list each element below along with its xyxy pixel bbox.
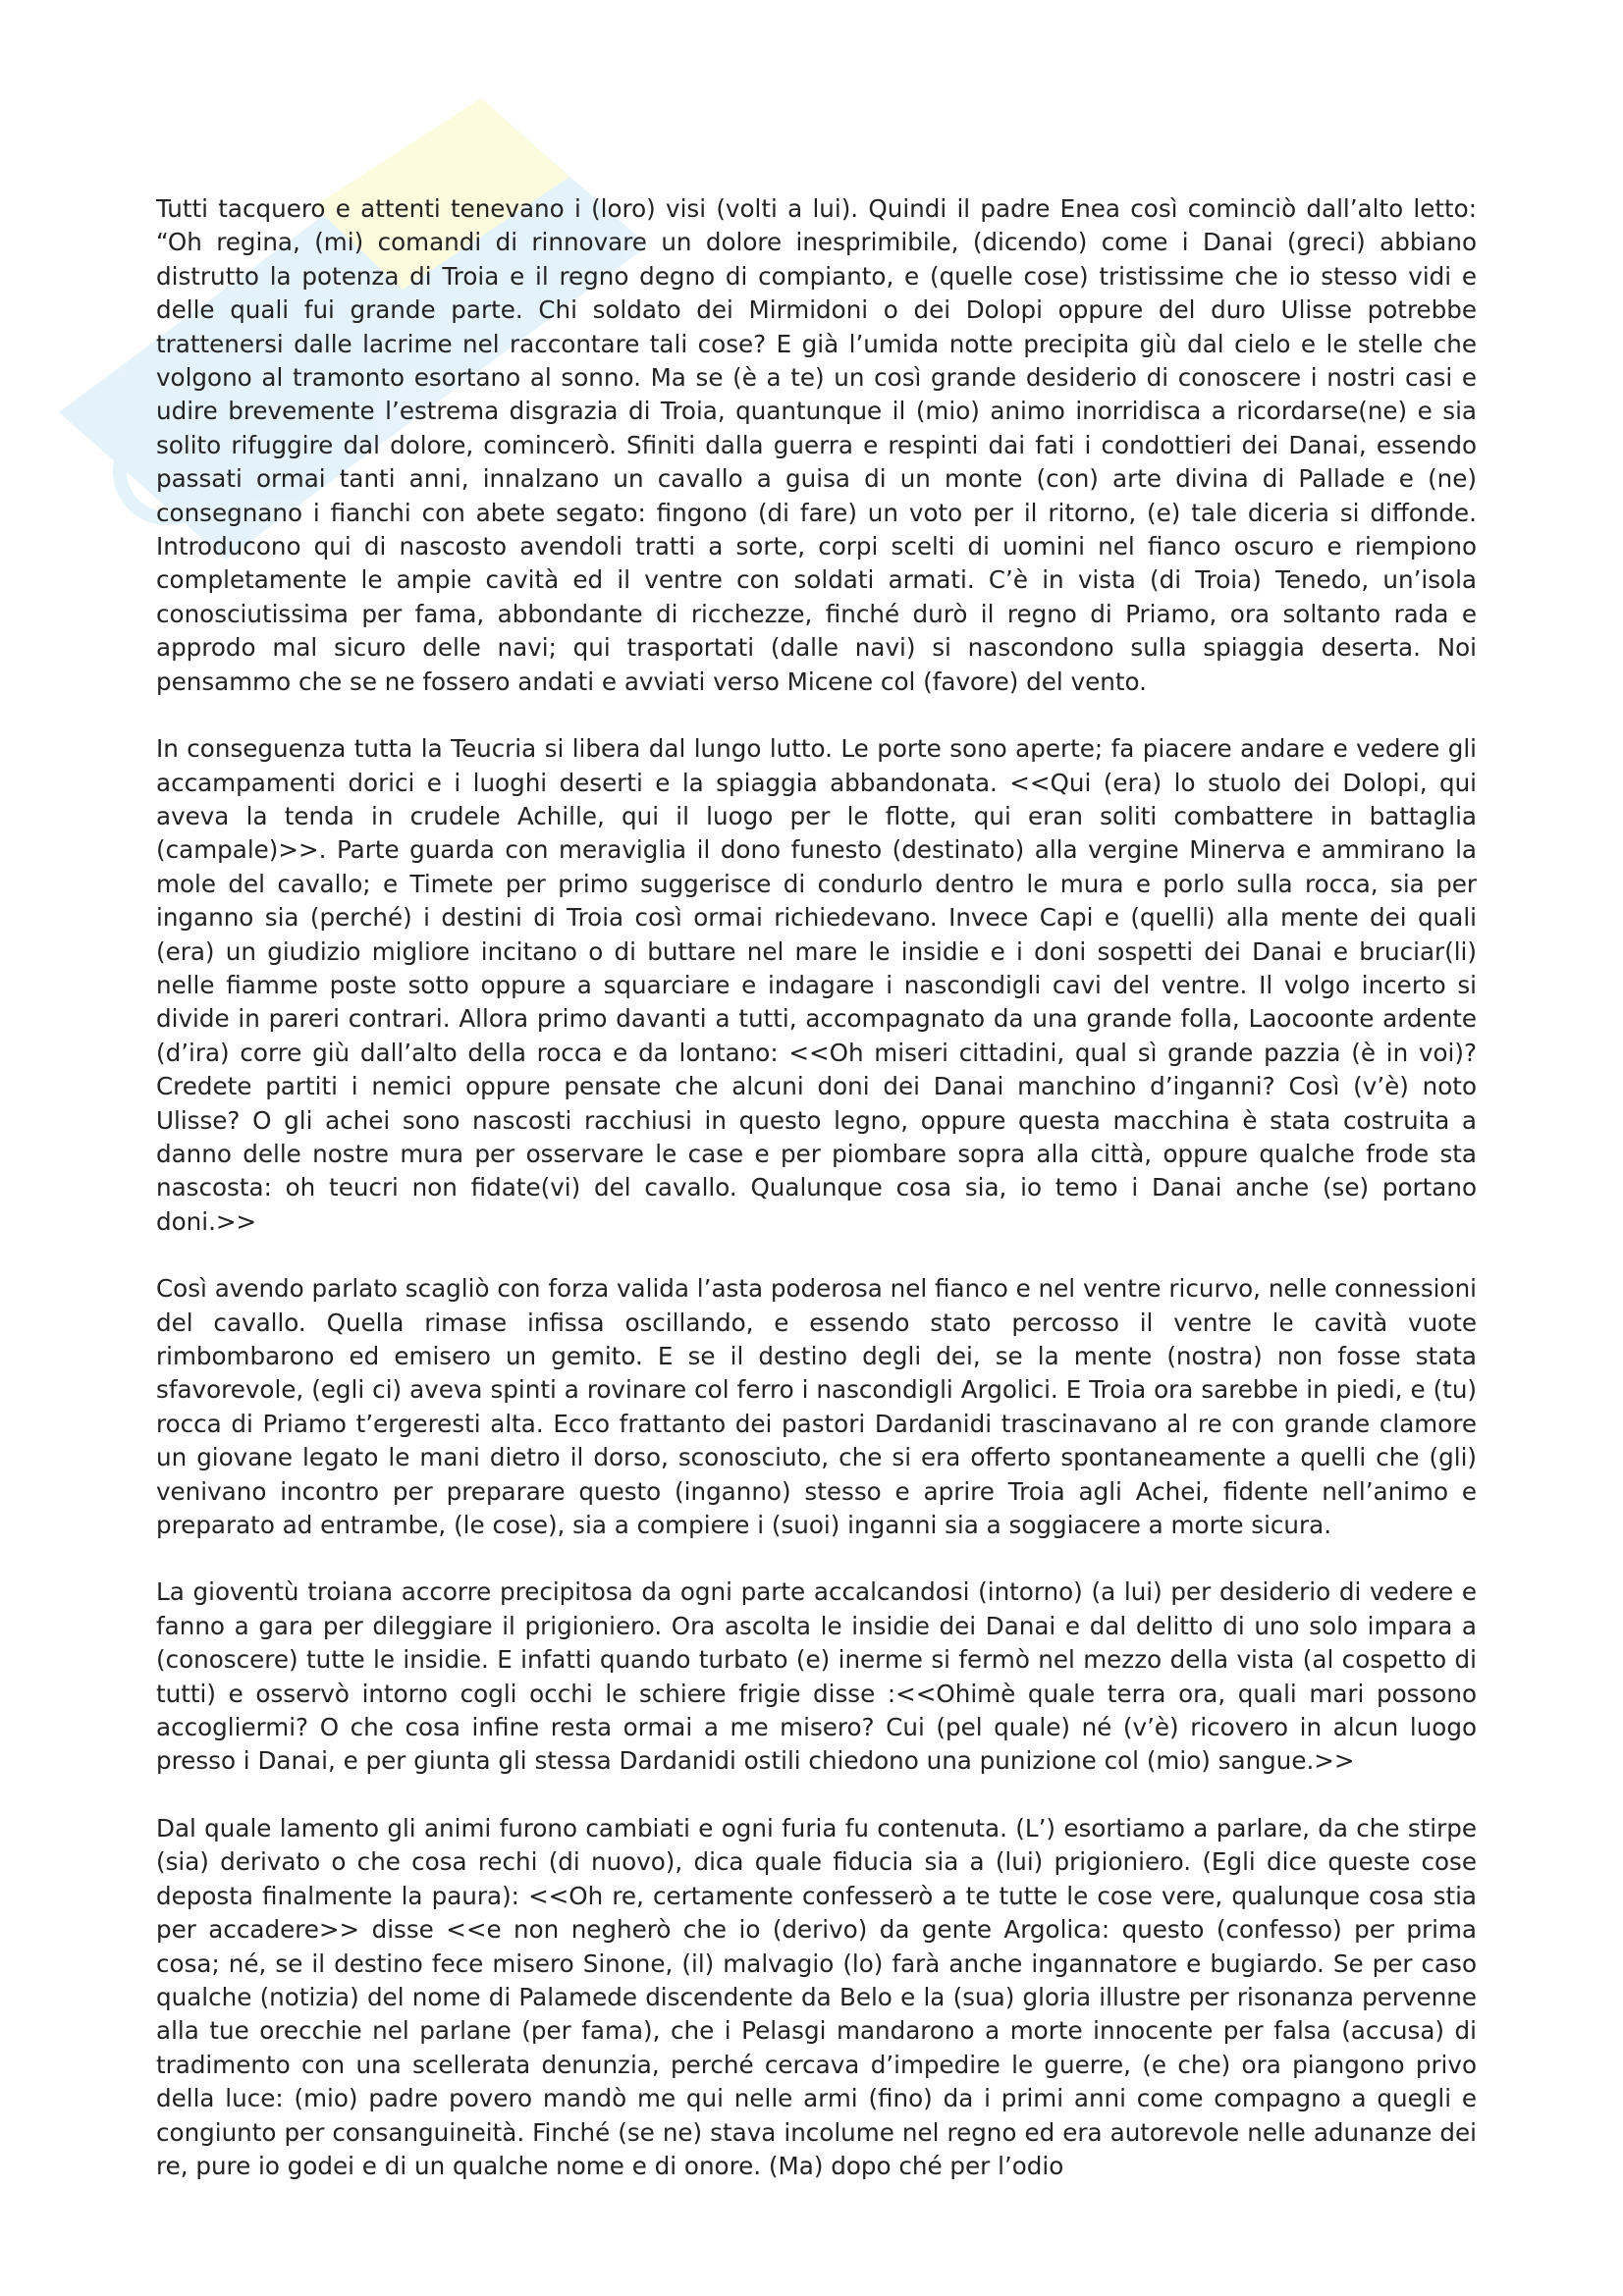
paragraph: Così avendo parlato scagliò con forza valida l’asta poderosa nel fianco e nel ventre ricurvo, nelle connessioni del cavallo. Quella rimase infissa oscillando, e essendo stato percosso il ventre le cavità vuote rimbombarono ed emisero un gemito. E se il destino degli dei, se la mente (nostra) non fosse stata sfavorevole, (egli ci) aveva spinti a rovinare col ferro i nascondigli Argolici. E Troia ora sarebbe in piedi, e (tu) rocca di Priamo t’ergeresti alta. Ecco frattanto dei pastori Dardanidi trascinavano al re con grande clamore un giovane legato le mani dietro il dorso, sconosciuto, che si era offerto spontaneamente a quelli che (gli) venivano incontro per preparare questo (inganno) stesso e aprire Troia agli Achei, fidente nell’animo e preparato ad entrambe, (le cose), sia a compiere i (suoi) inganni sia a soggiacere a morte sicura. <box>156 1274 1477 1540</box>
document-body <box>156 192 1477 2216</box>
paragraph: La gioventù troiana accorre precipitosa da ogni parte accalcandosi (intorno) (a lui) per desiderio di vedere e fanno a gara per dileggiare il prigioniero. Ora ascolta le insidie dei Danai e dal delitto di uno solo impara a (conoscere) tutte le insidie. E infatti quando turbato (e) inerme si fermò nel mezzo della vista (al cospetto di tutti) e osservò intorno cogli occhi le schiere frigie disse :<<Ohimè quale terra ora, quali mari possono accogliermi? O che cosa infine resta ormai a me misero? Cui (pel quale) né (v’è) ricovero in alcun luogo presso i Danai, e per giunta gli stessa Dardanidi ostili chiedono una punizione col (mio) sangue.>> <box>156 1577 1477 1776</box>
paragraph: In conseguenza tutta la Teucria si libera dal lungo lutto. Le porte sono aperte; fa piacere andare e vedere gli accampamenti dorici e i luoghi deserti e la spiaggia abbandonata. <<Qui (era) lo stuolo dei Dolopi, qui aveva la tenda in crudele Achille, qui il luogo per le flotte, qui eran soliti combattere in battaglia (campale)>>. Parte guarda con meraviglia il dono funesto (destinato) alla vergine Minerva e ammirano la mole del cavallo; e Timete per primo suggerisce di condurlo dentro le mura e porlo sulla rocca, sia per inganno sia (perché) i destini di Troia così ormai richiedevano. Invece Capi e (quelli) alla mente dei quali (era) un giudizio migliore incitano o di buttare nel mare le insidie e i doni sospetti dei Danai e bruciar(li) nelle fiamme poste sotto oppure a squarciare e indagare i nascondigli cavi del ventre. Il volgo incerto si divide in pareri contrari. Allora primo davanti a tutti, accompagnato da una grande folla, Laocoonte ardente (d’ira) corre giù dall’alto della rocca e da lontano: <<Oh miseri cittadini, qual sì grande pazzia (è in voi)? Credete partiti i nemici oppure pensate che alcuni doni dei Danai manchino d’inganni? Così (v’è) noto Ulisse? O gli achei sono nascosti racchiusi in questo legno, oppure questa macchina è stata costruita a danno delle nostre mura per osservare le case e per piombare sopra alla città, oppure qualche frode sta nascosta: oh teucri non fidate(vi) del cavallo. Qualunque cosa sia, io temo i Danai anche (se) portano doni.>> <box>156 734 1477 1236</box>
paragraph: Tutti tacquero e attenti tenevano i (loro) visi (volti a lui). Quindi il padre Enea così cominciò dall’alto letto: “Oh regina, (mi) comandi di rinnovare un dolore inesprimibile, (dicendo) come i Danai (greci) abbiano distrutto la potenza di Troia e il regno degno di compianto, e (quelle cose) tristissime che io stesso vidi e delle quali fui grande parte. Chi soldato dei Mirmidoni o dei Dolopi oppure del duro Ulisse potrebbe trattenersi dalle lacrime nel raccontare tali cose? E già l’umida notte precipita giù dal cielo e le stelle che volgono al tramonto esortano al sonno. Ma se (è a te) un così grande desiderio di conoscere i nostri casi e udire brevemente l’estrema disgrazia di Troia, quantunque il (mio) animo inorridisca a ricordarse(ne) e sia solito rifuggire dal dolore, comincerò. Sfiniti dalla guerra e respinti dai fati i condottieri dei Danai, essendo passati ormai tanti anni, innalzano un cavallo a guisa di un monte (con) arte divina di Pallade e (ne) consegnano i fianchi con abete segato: fingono (di fare) un voto per il ritorno, (e) tale diceria si diffonde. Introducono qui di nascosto avendoli tratti a sorte, corpi scelti di uomini nel fianco oscuro e riempiono completamente le ampie cavità ed il ventre con soldati armati. C’è in vista (di Troia) Tenedo, un’isola conosciutissima per fama, abbondante di ricchezze, finché durò il regno di Priamo, ora soltanto rada e approdo mal sicuro delle navi; qui trasportati (dalle navi) si nascondono sulla spiaggia deserta. Noi pensammo che se ne fossero andati e avviati verso Micene col (favore) del vento. <box>156 194 1477 696</box>
paragraph: Dal quale lamento gli animi furono cambiati e ogni furia fu contenuta. (L’) esortiamo a parlare, da che stirpe (sia) derivato o che cosa rechi (di nuovo), dica quale fiducia sia a (lui) prigioniero. (Egli dice queste cose deposta finalmente la paura): <<Oh re, certamente confesserò a te tutte le cose vere, qualunque cosa stia per accadere>> disse <<e non negherò che io (derivo) da gente Argolica: questo (confesso) per prima cosa; né, se il destino fece misero Sinone, (il) malvagio (lo) farà anche ingannatore e bugiardo. Se per caso qualche (notizia) del nome di Palamede discendente da Belo e la (sua) gloria illustre per risonanza pervenne alla tue orecchie nel parlane (per fama), che i Pelasgi mandarono a morte innocente per falsa (accusa) di tradimento con una scellerata denunzia, perché cercava d’impedire le guerre, (e che) ora piangono privo della luce: (mio) padre povero mandò me qui nelle armi (fino) da i primi anni come compagno a quegli e congiunto per consanguineità. Finché (se ne) stava incolume nel regno ed era autorevole nelle adunanze dei re, pure io godei e di un qualche nome e di onore. (Ma) dopo ché per l’odio <box>156 1813 1477 2180</box>
